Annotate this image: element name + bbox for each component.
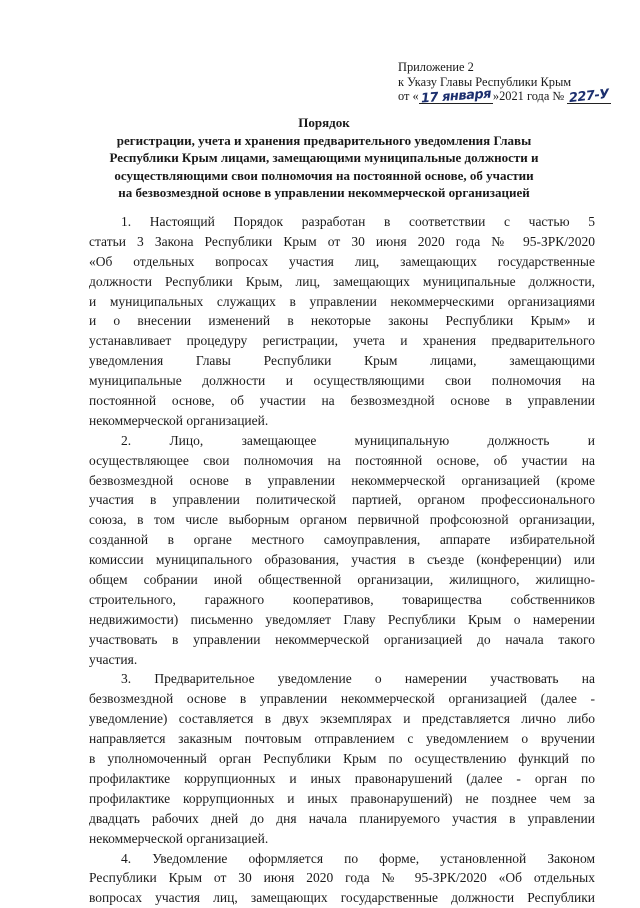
title-line: Республики Крым лицами, замещающими муниципальные должности и (60, 149, 588, 167)
text-line: некоммерческой организацией. (89, 829, 595, 849)
text-line: Республики Крым от 30 июня 2020 года № 95-ЗРК/2020 «Об отдельных (89, 868, 595, 888)
text-line: постоянной основе, об участии на безвозмездной основе в управлении (89, 391, 595, 411)
text-line: профилактике коррупционных и иных правонарушений (далее - орган по (89, 769, 595, 789)
appendix-date-line: от « 17 января »2021 года № 227-У (398, 89, 611, 105)
text-line: статьи 3 Закона Республики Крым от 30 июня 2020 года № 95-ЗРК/2020 (89, 232, 595, 252)
text-line: направляется заказным почтовым отправлением с уведомлением о вручении (89, 729, 595, 749)
text-line: 1. Настоящий Порядок разработан в соответствии с частью 5 (89, 212, 595, 232)
text-line: уведомления Главы Республики Крым лицами, замещающими (89, 351, 595, 371)
text-line: и муниципальных служащих в управлении некоммерческими организациями (89, 292, 595, 312)
text-line: общем собрании иной общественной организации, жилищного, жилищно- (89, 570, 595, 590)
title-heading: Порядок (60, 114, 588, 132)
text-line: должности Республики Крым, лиц, замещающих муниципальные должности, (89, 272, 595, 292)
text-line: муниципальные должности и осуществляющими свои полномочия на (89, 371, 595, 391)
text-line: 4. Уведомление оформляется по форме, установленной Законом (89, 849, 595, 869)
document-title (60, 114, 588, 202)
text-line: осуществляющее свои полномочия на постоянной основе, об участии на (89, 451, 595, 471)
text-line: некоммерческой организацией. (89, 411, 595, 431)
appendix-header (398, 60, 611, 105)
date-prefix: от « (398, 89, 419, 103)
text-line: профилактике коррупционных и иных правонарушений) не позднее чем за (89, 789, 595, 809)
paragraph-1 (89, 212, 595, 431)
text-line: безвозмездной основе в управлении некоммерческой организацией (кроме (89, 471, 595, 491)
text-line: двадцать рабочих дней до дня начала планируемого участия в управлении (89, 809, 595, 829)
text-line: «Об отдельных вопросах участия лиц, замещающих государственные (89, 252, 595, 272)
document-body (89, 212, 595, 908)
handwritten-date: 17 января (420, 88, 491, 107)
text-line: участия. (89, 650, 595, 670)
paragraph-3 (89, 669, 595, 848)
text-line: в уполномоченный орган Республики Крым по осуществлению функций по (89, 749, 595, 769)
appendix-reference: к Указу Главы Республики Крым (398, 75, 611, 90)
title-line: регистрации, учета и хранения предварительного уведомления Главы (60, 132, 588, 150)
text-line: устанавливает процедуру регистрации, учета и хранения предварительного (89, 331, 595, 351)
text-line: созданной в органе местного самоуправления, аппарате избирательной (89, 530, 595, 550)
text-line: 3. Предварительное уведомление о намерении участвовать на (89, 669, 595, 689)
text-line: комиссии муниципального образования, участия в съезде (конференции) или (89, 550, 595, 570)
text-line: строительного, гаражного кооперативов, товарищества собственников (89, 590, 595, 610)
title-line: на безвозмездной основе в управлении некоммерческой организацией (60, 184, 588, 202)
appendix-number: Приложение 2 (398, 60, 611, 75)
paragraph-2 (89, 431, 595, 670)
text-line: 2. Лицо, замещающее муниципальную должность и (89, 431, 595, 451)
text-line: уведомление) составляется в двух экземплярах и представляется лично либо (89, 709, 595, 729)
text-line: и о внесении изменений в некоторые законы Республики Крым» и (89, 311, 595, 331)
text-line: безвозмездной основе в управлении некоммерческой организацией (далее - (89, 689, 595, 709)
handwritten-number: 227-У (569, 88, 610, 107)
text-line: недвижимости) письменно уведомляет Главу Республики Крым о намерении (89, 610, 595, 630)
text-line: участвовать в управлении некоммерческой организацией до начала такого (89, 630, 595, 650)
text-line: вопросах участия лиц, замещающих государственные должности Республики (89, 888, 595, 908)
text-line: союза, в том числе выборным органом первичной профсоюзной организации, (89, 510, 595, 530)
title-line: осуществляющими свои полномочия на постоянной основе, об участии (60, 167, 588, 185)
date-year: 2021 года № (499, 89, 564, 103)
text-line: участия в управлении политической партией, органом профессионального (89, 490, 595, 510)
paragraph-4 (89, 849, 595, 908)
